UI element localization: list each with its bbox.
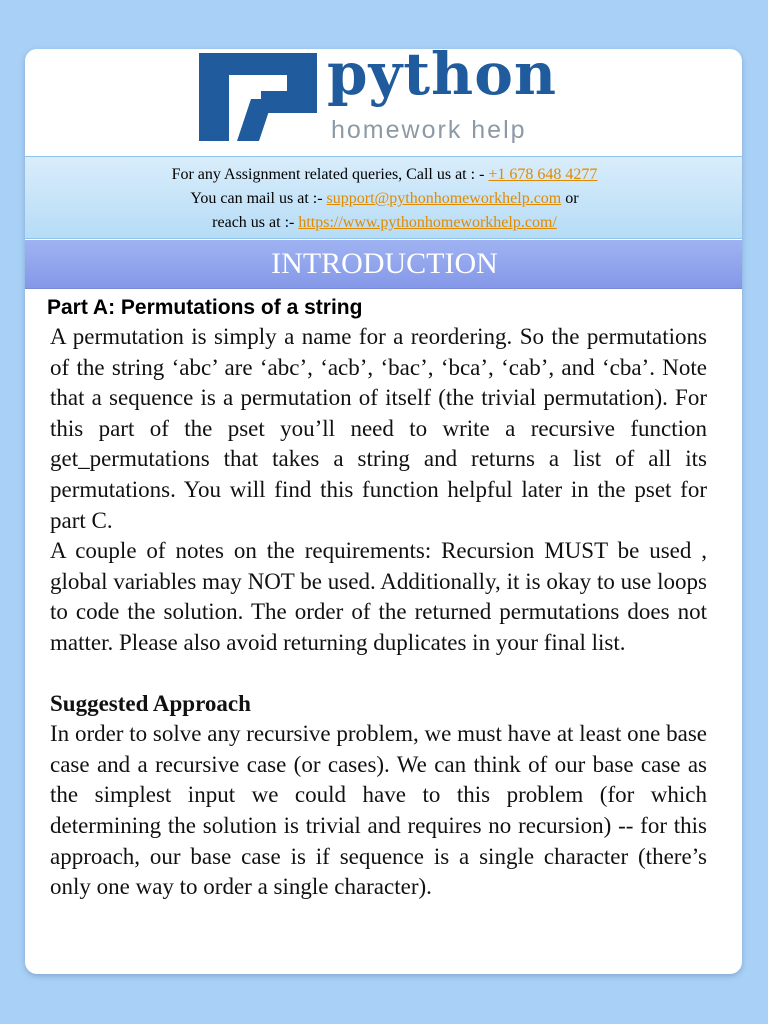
website-link[interactable]: https://www.pythonhomeworkhelp.com/ [298,214,557,231]
logo-tagline: homework help [331,116,527,144]
python-homework-help-logo [199,49,589,150]
paragraph-1: A permutation is simply a name for a reordering. So the permutations of the string ‘abc’ are ‘abc’, ‘acb’, ‘bac’, ‘bca’, ‘cab’, and ‘cba’. Note that a sequence is a permutation of itself (the trivial permutation). For this part of the pset you’ll need to write a recursive function get_permutations that takes a string and returns a list of all its permutations. You will find this function helpful later in the pset for part C. [50,324,707,533]
part-heading: Part A: Permutations of a string [47,296,363,319]
phone-label: For any Assignment related queries, Call us at : - [171,166,485,183]
contact-phone-line [25,163,742,187]
paragraph-2: A couple of notes on the requirements: Recursion MUST be used , global variables may NOT be used. Additionally, it is okay to use loops to code the solution. The order of the returned permutations does not matter. Please also avoid returning duplicates in your final list. [50,538,707,655]
suggested-approach-heading: Suggested Approach [50,690,251,716]
blank-line [50,659,707,689]
email-link[interactable]: support@pythonhomeworkhelp.com [326,190,562,207]
logo-wordmark: python [327,49,558,108]
document-page [25,49,742,974]
paragraph-3: In order to solve any recursive problem, we must have at least one base case and a recursive case (or cases). We can think of our base case as the simplest input we could have to this problem (for which determining the solution is trivial and requires no recursion) -- for this approach, our base case is if sequence is a single character (there’s only one way to order a single character). [50,721,707,900]
url-label: reach us at :- [212,214,295,231]
contact-email-line [25,187,742,211]
contact-url-line [25,211,742,235]
logo-mark-icon [199,53,317,141]
email-suffix: or [565,190,579,207]
email-label: You can mail us at :- [190,190,323,207]
phone-link[interactable]: +1 678 648 4277 [488,166,598,183]
section-banner: INTRODUCTION [25,240,742,289]
contact-banner [25,156,742,239]
document-body [47,294,707,903]
